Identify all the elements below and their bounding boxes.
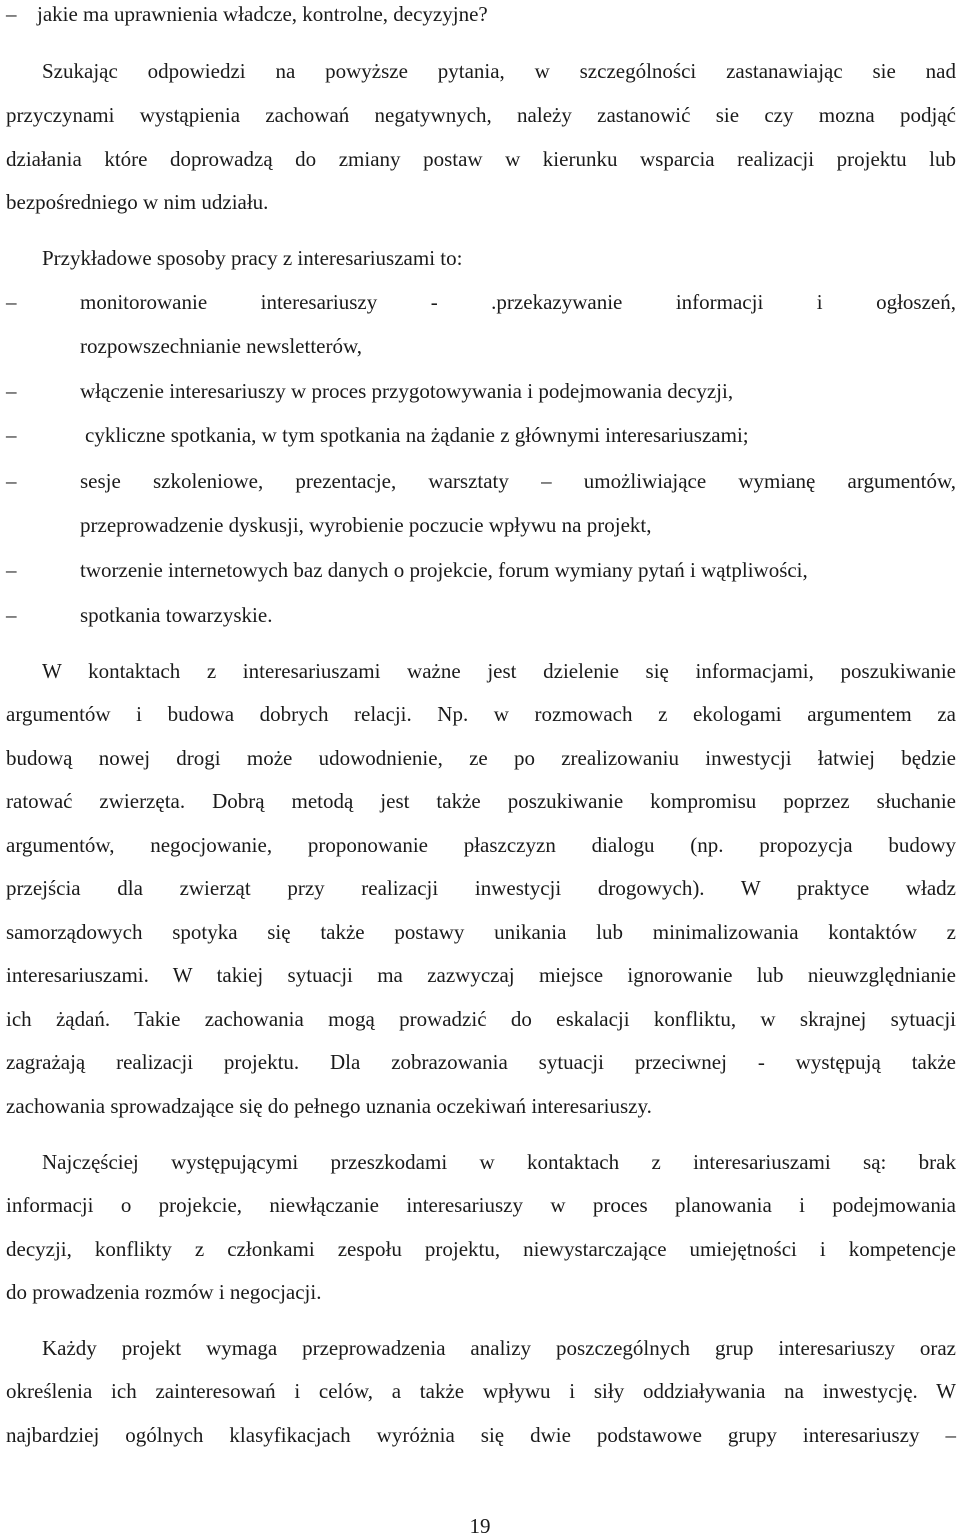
list-dash: – bbox=[6, 2, 17, 26]
list-item-line: tworzenie internetowych baz danych o projekcie, forum wymiany pytań i wątpliwości, bbox=[80, 558, 808, 582]
paragraph-line: samorządowych spotyka się także postawy unikania lub minimalizowania kontaktów z bbox=[6, 920, 956, 944]
list-item-line: monitorowanie interesariuszy - .przekazywanie informacji i ogłoszeń, bbox=[80, 290, 956, 314]
paragraph-line: informacji o projekcie, niewłączanie interesariuszy w proces planowania i podejmowania bbox=[6, 1193, 956, 1217]
paragraph-line: najbardziej ogólnych klasyfikacjach wyróżnia się dwie podstawowe grupy interesariuszy – bbox=[6, 1423, 956, 1447]
paragraph-line: zachowania sprowadzające się do pełnego uznania oczekiwań interesariuszy. bbox=[6, 1094, 652, 1118]
list-item-line: rozpowszechnianie newsletterów, bbox=[80, 334, 363, 358]
list-dash: – bbox=[6, 469, 17, 493]
paragraph-line: działania które doprowadzą do zmiany postaw w kierunku wsparcia realizacji projektu lub bbox=[6, 147, 956, 171]
paragraph-line: Każdy projekt wymaga przeprowadzenia analizy poszczególnych grup interesariuszy oraz bbox=[42, 1336, 956, 1360]
list-dash: – bbox=[6, 379, 17, 403]
paragraph-line: interesariuszami. W takiej sytuacji ma zazwyczaj miejsce ignorowanie lub nieuwzględnianie bbox=[6, 963, 956, 987]
list-dash: – bbox=[6, 423, 17, 447]
paragraph-line: budową nowej drogi może udowodnienie, ze po zrealizowaniu inwestycji łatwiej będzie bbox=[6, 746, 956, 770]
paragraph-line: zagrażają realizacji projektu. Dla zobrazowania sytuacji przeciwnej - występują także bbox=[6, 1050, 956, 1074]
paragraph-line: Najczęściej występującymi przeszkodami w kontaktach z interesariuszami są: brak bbox=[42, 1150, 956, 1174]
list-item-text: jakie ma uprawnienia władcze, kontrolne, decyzyjne? bbox=[37, 2, 488, 26]
paragraph-line: określenia ich zainteresowań i celów, a także wpływu i siły oddziaływania na inwestycję. W bbox=[6, 1379, 956, 1403]
list-dash: – bbox=[6, 290, 17, 314]
list-item-line: spotkania towarzyskie. bbox=[80, 603, 273, 627]
paragraph-line: ich żądań. Takie zachowania mogą prowadzić do eskalacji konfliktu, w skrajnej sytuacji bbox=[6, 1007, 956, 1031]
paragraph-line: argumentów, negocjowanie, proponowanie płaszczyzn dialogu (np. propozycja budowy bbox=[6, 833, 956, 857]
paragraph-line: Szukając odpowiedzi na powyższe pytania, w szczególności zastanawiając sie nad bbox=[42, 59, 956, 83]
paragraph-line: decyzji, konflikty z członkami zespołu projektu, niewystarczające umiejętności i kompetencje bbox=[6, 1237, 956, 1261]
paragraph-line: bezpośredniego w nim udziału. bbox=[6, 190, 269, 214]
paragraph-line: przejścia dla zwierząt przy realizacji inwestycji drogowych). W praktyce władz bbox=[6, 876, 956, 900]
paragraph-line: W kontaktach z interesariuszami ważne jest dzielenie się informacjami, poszukiwanie bbox=[42, 659, 956, 683]
paragraph-line: argumentów i budowa dobrych relacji. Np. w rozmowach z ekologami argumentem za bbox=[6, 702, 956, 726]
paragraph-line: ratować zwierzęta. Dobrą metodą jest także poszukiwanie kompromisu poprzez słuchanie bbox=[6, 789, 956, 813]
page-number: 19 bbox=[469, 1514, 491, 1538]
list-dash: – bbox=[6, 603, 17, 627]
list-item-line: włączenie interesariuszy w proces przygotowywania i podejmowania decyzji, bbox=[80, 379, 734, 403]
paragraph-line: do prowadzenia rozmów i negocjacji. bbox=[6, 1280, 322, 1304]
list-item-line: sesje szkoleniowe, prezentacje, warsztaty – umożliwiające wymianę argumentów, bbox=[80, 469, 956, 493]
paragraph-line: przyczynami wystąpienia zachowań negatywnych, należy zastanowić sie czy mozna podjąć bbox=[6, 103, 956, 127]
list-dash: – bbox=[6, 558, 17, 582]
list-item-line: cykliczne spotkania, w tym spotkania na żądanie z głównymi interesariuszami; bbox=[85, 423, 749, 447]
list-item-line: przeprowadzenie dyskusji, wyrobienie poczucie wpływu na projekt, bbox=[80, 513, 652, 537]
list-intro: Przykładowe sposoby pracy z interesariuszami to: bbox=[42, 246, 463, 270]
